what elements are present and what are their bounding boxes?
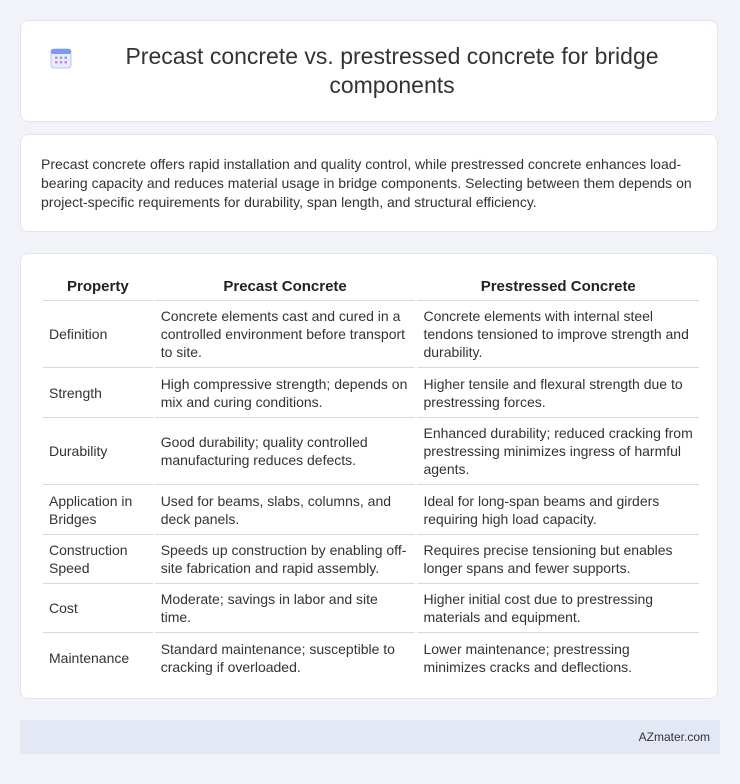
precast-cell: Speeds up construction by enabling off-site fabrication and rapid assembly. [155,535,416,584]
property-cell: Durability [43,418,153,485]
title-card [20,20,718,122]
precast-cell: High compressive strength; depends on mix and curing conditions. [155,368,416,418]
prestressed-cell: Requires precise tensioning but enables longer spans and fewer supports. [417,535,699,584]
summary-card [20,134,718,232]
footer-bar [20,720,720,754]
precast-cell: Moderate; savings in labor and site time. [155,584,416,633]
table-row [43,301,699,368]
prestressed-cell: Higher tensile and flexural strength due to prestressing forces. [417,368,699,418]
precast-cell: Standard maintenance; susceptible to cracking if overloaded. [160,640,395,675]
page-title: Precast concrete vs. prestressed concrete for bridge components [125,43,659,98]
comparison-table-card [20,253,718,699]
prestressed-cell: Ideal for long-span beams and girders requiring high load capacity. [417,485,699,535]
property-cell: Definition [43,301,153,368]
table-header-row [43,272,699,301]
precast-cell: Good durability; quality controlled manufacturing reduces defects. [155,418,416,485]
prestressed-cell: Higher initial cost due to prestressing materials and equipment. [417,584,699,633]
property-cell: Cost [43,584,153,633]
precast-cell: Concrete elements cast and cured in a controlled environment before transport to site. [155,301,416,368]
property-cell: Maintenance [49,649,130,666]
title-wrap [49,42,689,100]
property-cell: Application in Bridges [43,485,153,535]
prestressed-cell: Lower maintenance; prestressing minimizes cracks and deflections. [423,640,633,675]
table-row [43,418,699,485]
prestressed-cell: Enhanced durability; reduced cracking from prestressing minimizes ingress of harmful agents. [417,418,699,485]
comparison-table [41,272,701,682]
table-row [43,368,699,418]
table-row [43,633,699,682]
summary-text: Precast concrete offers rapid installation and quality control, while prestressed concrete enhances load-bearing capacity and reduces material usage in bridge components. Selecting between them depends on project-specific requirements for durability, span length, and structural efficiency. [41,156,692,210]
table-row [43,584,699,633]
table-row [43,535,699,584]
header-prestressed: Prestressed Concrete [417,272,699,301]
footer-brand[interactable]: AZmater.com [638,730,710,744]
property-cell: Strength [43,368,153,418]
precast-cell: Used for beams, slabs, columns, and deck panels. [155,485,416,535]
calendar-icon [49,46,73,70]
header-precast: Precast Concrete [155,272,416,301]
prestressed-cell: Concrete elements with internal steel tendons tensioned to improve strength and durability. [417,301,699,368]
table-row [43,485,699,535]
property-cell: Construction Speed [43,535,153,584]
header-property: Property [43,272,153,301]
